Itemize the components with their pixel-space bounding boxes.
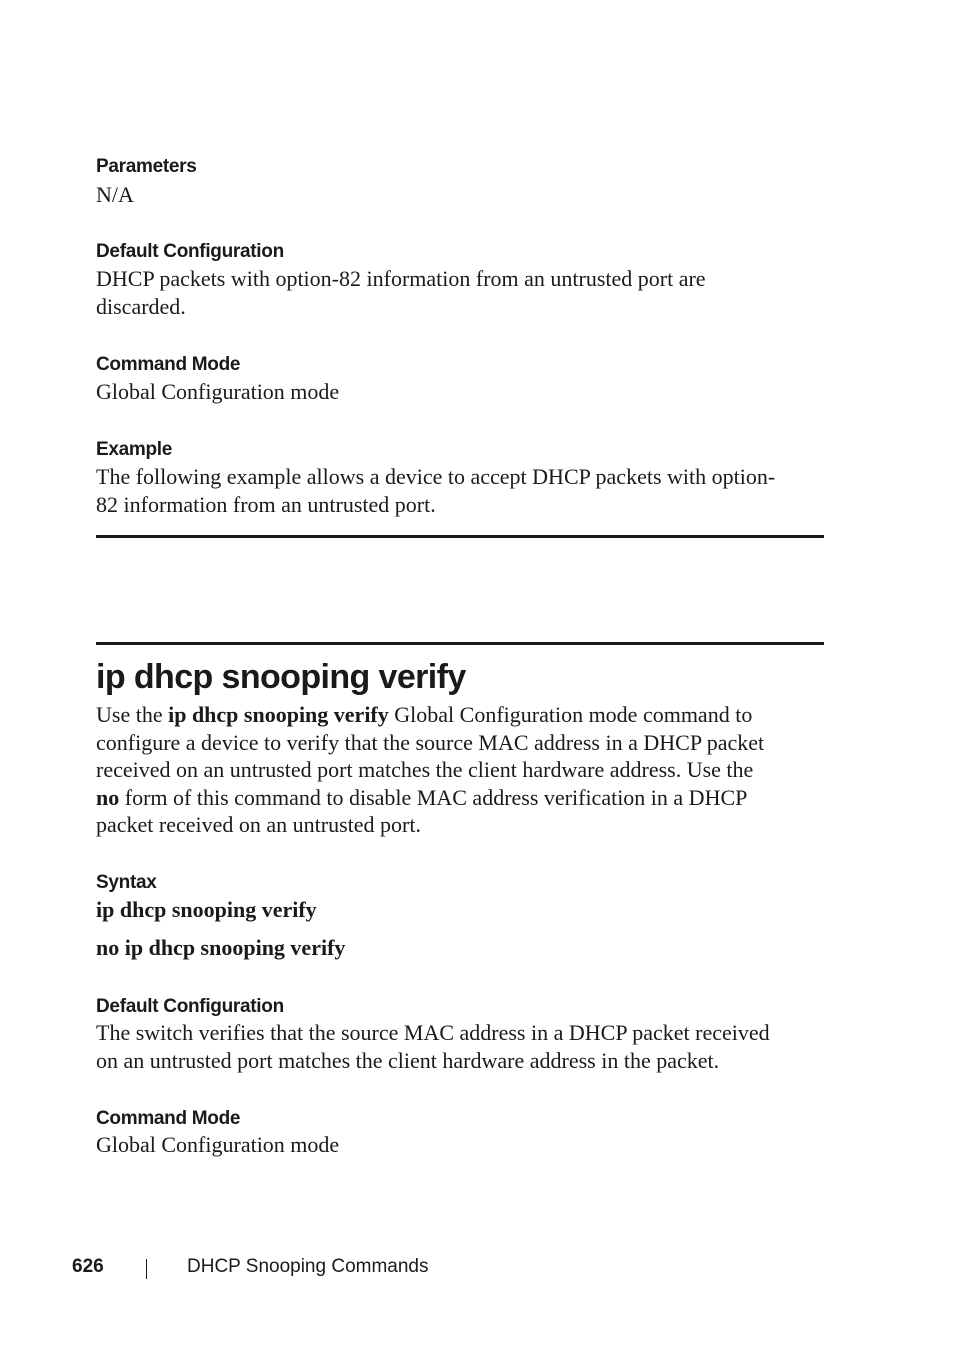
intro-command: ip dhcp snooping verify (168, 702, 389, 727)
section-default-config (96, 995, 824, 1074)
parameters-section (96, 155, 824, 209)
intro-text: form of this command to disable MAC address verification in a DHCP (119, 784, 748, 810)
default-config-section (96, 240, 824, 320)
footer-separator (146, 1259, 147, 1279)
intro-text: Global Configuration mode command to (388, 702, 753, 727)
parameters-heading: Parameters (96, 156, 197, 177)
intro-line3: received on an untrusted port matches the client hardware address. Use the (96, 757, 754, 782)
intro-text: Use the (96, 702, 169, 727)
end-rule (96, 535, 824, 538)
syntax-heading: Syntax (96, 872, 157, 893)
intro-line5: packet received on an untrusted port. (96, 812, 421, 837)
intro-no-keyword: no (96, 784, 120, 810)
intro-line1 (96, 701, 824, 729)
command-mode-heading: Command Mode (96, 354, 241, 375)
section-default-config-line1: The switch verifies that the source MAC address in a DHCP packet received (96, 1020, 770, 1045)
example-heading: Example (96, 439, 173, 460)
syntax-command-no: no ip dhcp snooping verify (96, 935, 346, 960)
command-mode-text: Global Configuration mode (96, 379, 340, 404)
section-command-mode (96, 1107, 824, 1159)
default-config-line2: discarded. (96, 293, 186, 319)
section-intro (96, 701, 824, 839)
syntax-section (96, 871, 824, 961)
default-config-heading: Default Configuration (96, 241, 284, 262)
intro-line4 (96, 784, 824, 812)
section-title: ip dhcp snooping verify (96, 658, 466, 696)
example-section (96, 438, 824, 518)
default-config-line1: DHCP packets with option-82 information from an untrusted port are (96, 266, 706, 291)
command-mode-section (96, 353, 824, 406)
section-command-mode-heading: Command Mode (96, 1108, 241, 1129)
intro-line2: configure a device to verify that the source MAC address in a DHCP packet (96, 729, 765, 755)
example-line2: 82 information from an untrusted port. (96, 491, 436, 517)
example-line1: The following example allows a device to accept DHCP packets with option- (96, 464, 776, 489)
parameters-text: N/A (96, 182, 134, 207)
section-rule (96, 642, 824, 645)
footer-chapter-title: DHCP Snooping Commands (187, 1256, 429, 1277)
section-title-block (96, 657, 824, 697)
page-number: 626 (72, 1256, 104, 1277)
section-default-config-line2: on an untrusted port matches the client hardware address in the packet. (96, 1047, 720, 1073)
syntax-command: ip dhcp snooping verify (96, 897, 317, 922)
section-command-mode-text: Global Configuration mode (96, 1132, 340, 1157)
section-default-config-heading: Default Configuration (96, 996, 284, 1017)
